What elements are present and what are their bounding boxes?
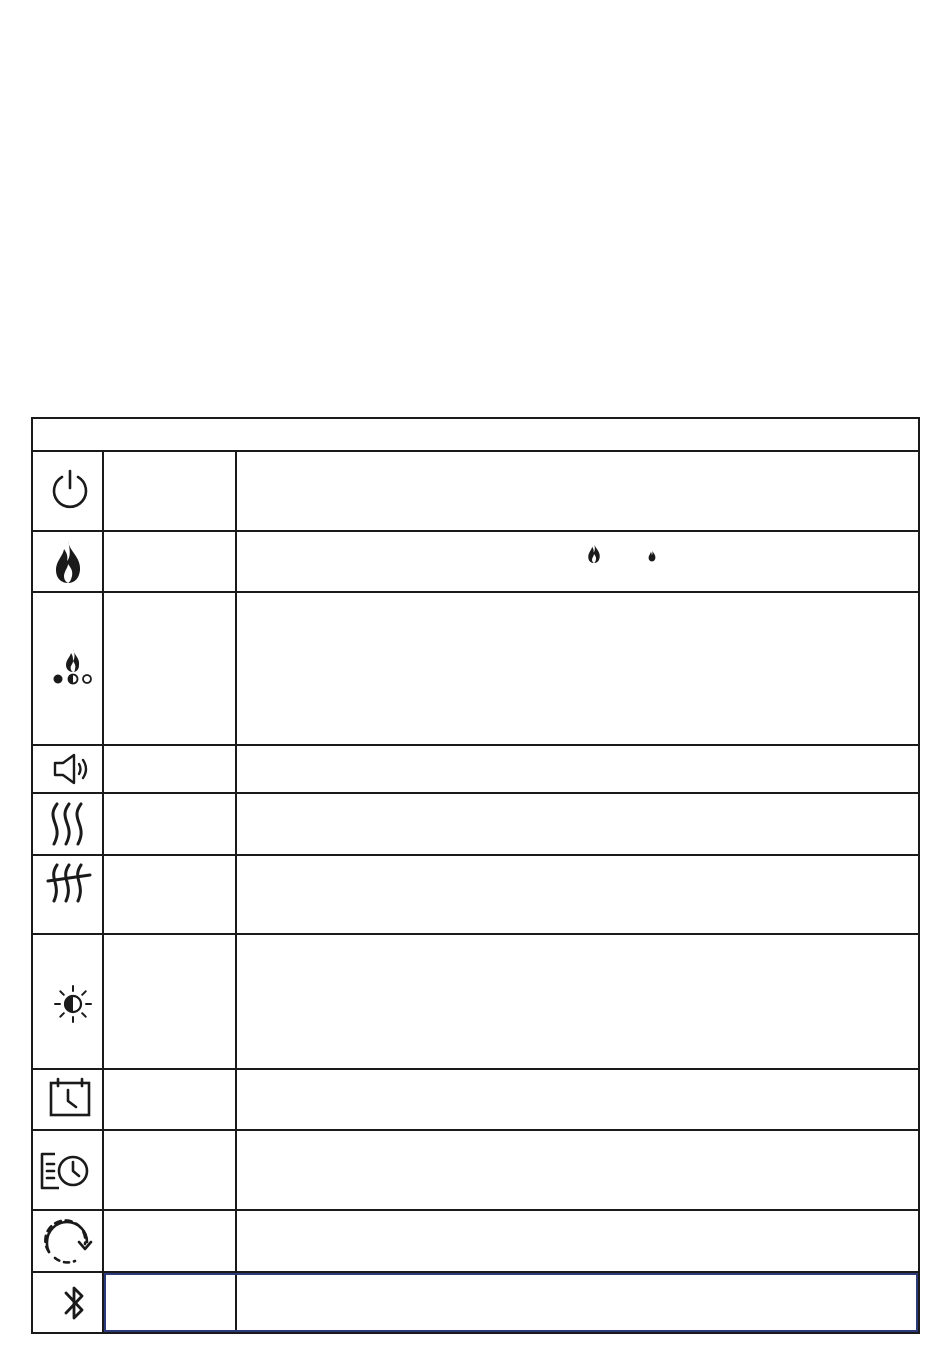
- table-header: [33, 419, 918, 452]
- description-cell: [237, 593, 918, 744]
- description-cell: [237, 1273, 918, 1332]
- description-cell: [237, 746, 918, 792]
- flame-small-icon: [647, 549, 657, 562]
- table-row-power: [33, 452, 918, 532]
- description-cell: [237, 856, 918, 933]
- table-row-sound: [33, 746, 918, 794]
- name-cell: [104, 1211, 237, 1271]
- icon-cell: [33, 1211, 104, 1271]
- bluetooth-icon: [62, 1283, 88, 1323]
- icon-cell: [33, 593, 104, 744]
- description-cell: [237, 1131, 918, 1209]
- table-row-heat: [33, 794, 918, 856]
- name-cell: [104, 532, 237, 591]
- icon-cell: [33, 1273, 104, 1332]
- icon-cell: [33, 452, 104, 530]
- heat-waves-icon: [50, 801, 88, 847]
- refresh-icon: [41, 1218, 93, 1266]
- table-row-flame-level: [33, 593, 918, 746]
- description-cell: [237, 794, 918, 854]
- name-cell: [104, 935, 237, 1068]
- icon-cell: [33, 935, 104, 1068]
- name-cell: [104, 794, 237, 854]
- name-cell: [104, 1131, 237, 1209]
- table-row-cycle: [33, 1211, 918, 1273]
- heat-waves-crossed-icon: [45, 863, 93, 903]
- table-row-bluetooth: [33, 1273, 918, 1332]
- description-cell: [237, 532, 918, 591]
- name-cell: [104, 452, 237, 530]
- icon-cell: [33, 856, 104, 933]
- brightness-icon: [53, 984, 93, 1024]
- table-row-flame: [33, 532, 918, 593]
- name-cell: [104, 1273, 237, 1332]
- schedule-list-icon: [39, 1151, 91, 1191]
- table-row-brightness: [33, 935, 918, 1070]
- description-cell: [237, 1211, 918, 1271]
- description-cell: [237, 452, 918, 530]
- speaker-icon: [52, 752, 92, 786]
- name-cell: [104, 593, 237, 744]
- icon-legend-table: [31, 417, 920, 1334]
- flame-level-icon: [52, 646, 94, 686]
- calendar-timer-icon: [48, 1077, 92, 1119]
- flame-icon: [52, 539, 84, 585]
- icon-cell: [33, 532, 104, 591]
- table-row-timer: [33, 1070, 918, 1131]
- icon-cell: [33, 794, 104, 854]
- name-cell: [104, 1070, 237, 1129]
- name-cell: [104, 746, 237, 792]
- icon-cell: [33, 1131, 104, 1209]
- icon-cell: [33, 1070, 104, 1129]
- table-row-schedule: [33, 1131, 918, 1211]
- description-cell: [237, 1070, 918, 1129]
- icon-cell: [33, 746, 104, 792]
- name-cell: [104, 856, 237, 933]
- flame-large-icon: [586, 542, 602, 564]
- description-cell: [237, 935, 918, 1068]
- table-row-heat-boost: [33, 856, 918, 935]
- power-icon: [50, 469, 90, 509]
